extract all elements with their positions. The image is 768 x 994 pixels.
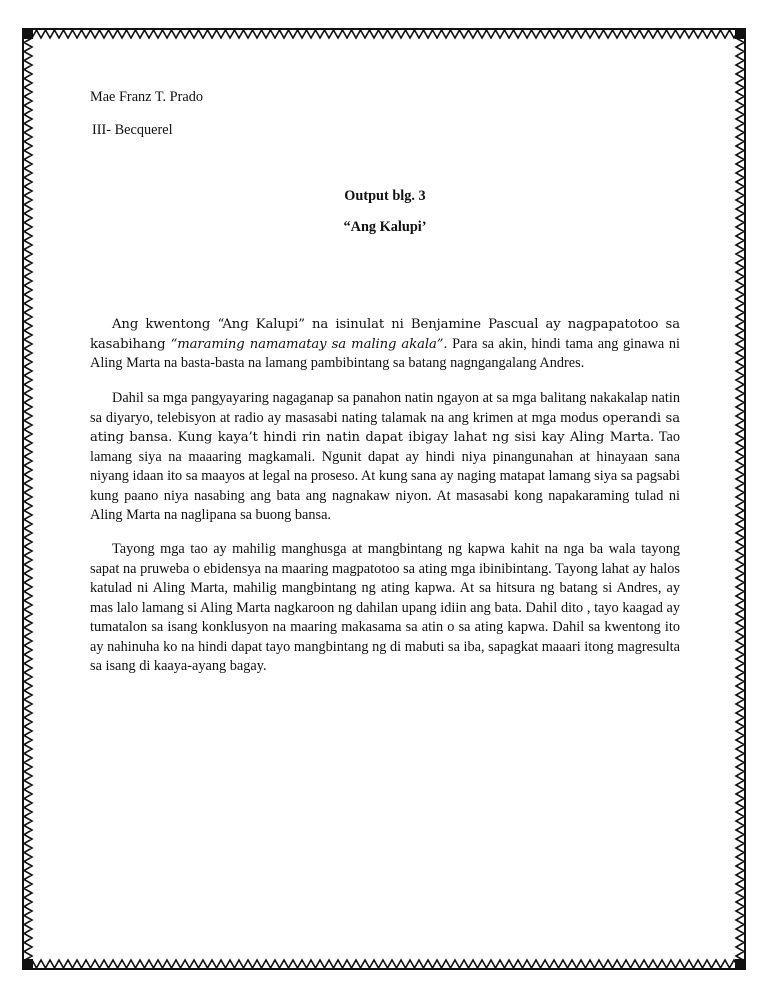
paragraph-1 bbox=[90, 315, 680, 374]
paragraph-1-text: Para sa akin, hindi tama ang ginawa ni Aling Marta na basta-basta na lamang pambibintang sa batang nagngangalang Andres. bbox=[90, 335, 680, 371]
paragraph-2-text-c: Tao lamang siya na maaaring magkamali. Ngunit dapat ay hindi niya pinangunahan at hinayaan sana niyang idaan ito sa maayos at legal na proseso. At kung sana ay naging matapat lamang siya sa pagsabi kung paano niya nasabing ang bata ang nagnakaw niyon. At masasabi kong napakaraming tulad ni Aling Marta na naglipana sa buong bansa. bbox=[90, 429, 680, 523]
paragraph-3 bbox=[90, 540, 680, 677]
paragraph-1-intro: Ang kwentong “Ang Kalupi” na isinulat ni Benjamine Pascual ay nagpapatotoo sa kasabihang bbox=[90, 317, 680, 352]
paragraph-3-text: Tayong mga tao ay mahilig manghusga at mangbintang ng kapwa kahit na nga ba wala tayong sapat na pruweba o ebidensya na maaring magpatotoo sa ating mga ibinibintang. Tayong lahat ay halos katulad ni Aling Marta, mahilig mangbintang ng ating kapwa. At sa hitsura ng batang si Andres, ay mas lalo lamang si Aling Marta nagkaroon ng dahilan upang idiin ang bata. Dahil dito , tayo kaagad ay tumatalon sa isang konklusyon na maaring makasama sa atin o sa ating kapwa. Dahil sa kwentong ito ay nahinuha ko na hindi dapat tayo mangbintang ng di mabuti sa iba, sapagkat maaari itong magresulta sa isang di kaaya-ayang bagay. bbox=[90, 541, 680, 674]
paragraph-1-quote: “maraming namamatay sa maling akala”. bbox=[170, 336, 448, 352]
document-title: Output blg. 3 bbox=[344, 188, 426, 204]
paragraph-2-text-b: operandi sa ating bansa. Kung kaya’t hindi rin natin dapat ibigay lahat ng sisi kay Aling Marta. bbox=[90, 410, 680, 445]
class-section: III- Becquerel bbox=[92, 122, 173, 138]
paragraph-2-text-a: Dahil sa mga pangyayaring nagaganap sa panahon natin ngayon at sa mga balitang nakakalap natin sa diyaryo, telebisyon at radio ay masasabi nating talamak na ang krimen at mga modus bbox=[90, 390, 680, 426]
document-subtitle: “Ang Kalupi’ bbox=[343, 219, 427, 235]
paragraph-2 bbox=[90, 389, 680, 526]
author-name: Mae Franz T. Prado bbox=[90, 89, 204, 105]
